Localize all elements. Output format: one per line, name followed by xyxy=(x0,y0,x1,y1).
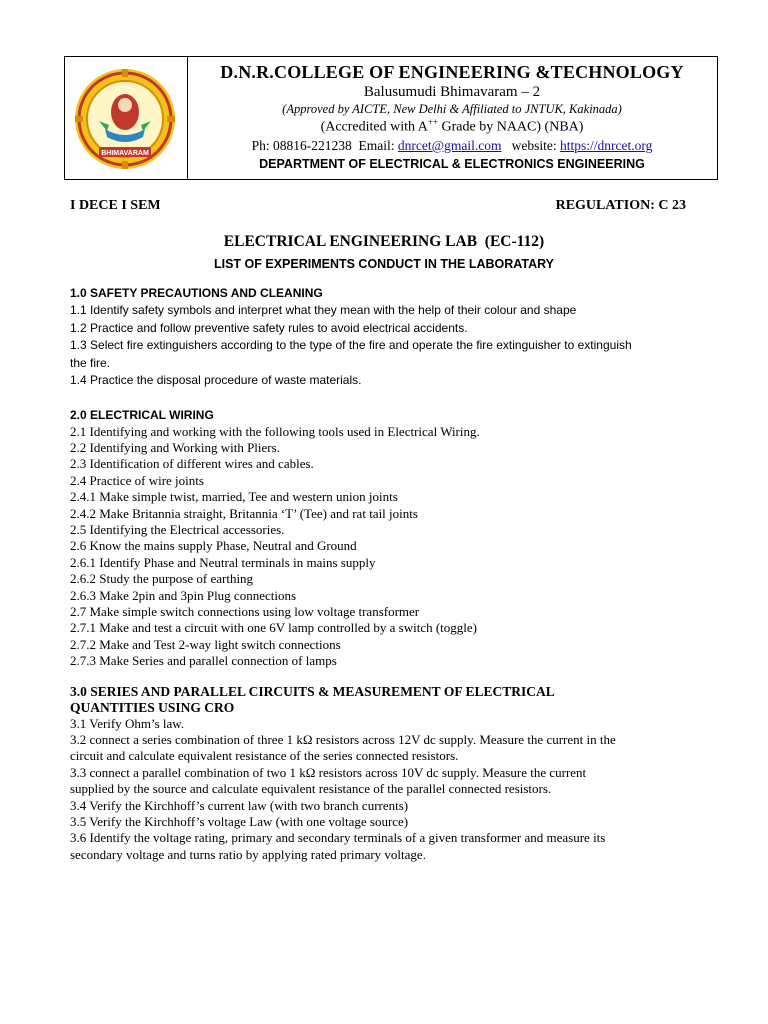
contact-line xyxy=(187,138,717,154)
logo-text: BHIMAVARAM xyxy=(101,150,149,157)
website-label: website: xyxy=(501,137,560,153)
list-item: 1.4 Practice the disposal procedure of waste materials. xyxy=(70,373,362,387)
list-item: 3.1 Verify Ohm’s law. xyxy=(70,715,185,731)
list-item: 1.1 Identify safety symbols and interpret what they mean with the help of their colour and shape xyxy=(70,303,577,317)
list-item: 2.4.2 Make Britannia straight, Britannia ‘T’ (Tee) and rat tail joints xyxy=(70,505,418,521)
college-name: D.N.R.COLLEGE OF ENGINEERING &TECHNOLOGY xyxy=(220,62,684,82)
list-item: 2.6.3 Make 2pin and 3pin Plug connections xyxy=(70,587,297,603)
section-heading: 1.0 SAFETY PRECAUTIONS AND CLEANING xyxy=(70,286,323,300)
list-item: 1.2 Practice and follow preventive safety rules to avoid electrical accidents. xyxy=(70,320,468,335)
list-item: 3.3 connect a parallel combination of two 1 kΩ resistors across 10V dc supply. Measure the current xyxy=(70,764,587,780)
list-item: 2.6.1 Identify Phase and Neutral terminals in mains supply xyxy=(70,554,376,570)
list-item: 2.1 Identifying and working with the following tools used in Electrical Wiring. xyxy=(70,423,480,439)
list-item: the fire. xyxy=(70,355,111,370)
college-emblem-icon xyxy=(73,67,177,171)
list-item: 2.7.2 Make and Test 2-way light switch connections xyxy=(70,636,341,652)
list-item: 1.3 Select fire extinguishers according to the type of the fire and operate the fire extinguisher to extinguish xyxy=(70,338,632,352)
phone-text: Ph: 08816-221238 Email: xyxy=(251,137,398,153)
list-item: 3.2 connect a series combination of three 1 kΩ resistors across 12V dc supply. Measure the current in the xyxy=(70,732,616,747)
header-text-block xyxy=(187,57,717,171)
approval-line: (Approved by AICTE, New Delhi & Affiliated to JNTUK, Kakinada) xyxy=(282,102,622,116)
list-item: 3.6 Identify the voltage rating, primary and secondary terminals of a given transformer and measure its xyxy=(70,830,606,846)
email-link[interactable]: dnrcet@gmail.com xyxy=(397,137,502,153)
section-heading: 2.0 ELECTRICAL WIRING xyxy=(70,407,214,422)
accred-grade-sup: ++ xyxy=(427,117,439,127)
list-item: secondary voltage and turns ratio by applying rated primary voltage. xyxy=(70,846,426,862)
list-item: 2.3 Identification of different wires and cables. xyxy=(70,456,314,472)
list-item: 3.4 Verify the Kirchhoff’s current law (with two branch currents) xyxy=(70,797,409,813)
list-item: 2.6 Know the mains supply Phase, Neutral and Ground xyxy=(70,538,357,554)
accreditation-line xyxy=(187,117,717,136)
list-item: 3.5 Verify the Kirchhoff’s voltage Law (with one voltage source) xyxy=(70,814,409,830)
lab-title: ELECTRICAL ENGINEERING LAB (EC-112) xyxy=(223,233,545,250)
list-item: supplied by the source and calculate equivalent resistance of the parallel connected resistors. xyxy=(70,781,552,797)
regulation-label: REGULATION: C 23 xyxy=(555,198,686,213)
department-name: DEPARTMENT OF ELECTRICAL & ELECTRONICS ENGINEERING xyxy=(259,156,645,171)
list-item: 2.5 Identifying the Electrical accessories. xyxy=(70,521,285,537)
semester-label: I DECE I SEM xyxy=(70,198,161,213)
accred-prefix: (Accredited with A xyxy=(320,119,428,135)
list-item: 2.6.2 Study the purpose of earthing xyxy=(70,571,254,587)
accred-suffix: Grade by NAAC) (NBA) xyxy=(438,119,584,135)
experiments-list-title: LIST OF EXPERIMENTS CONDUCT IN THE LABORATARY xyxy=(213,257,555,271)
list-item: 2.2 Identifying and Working with Pliers. xyxy=(70,439,280,455)
letterhead xyxy=(64,56,718,180)
logo-cell xyxy=(65,57,188,179)
section-heading-cont: QUANTITIES USING CRO xyxy=(70,699,235,715)
college-location: Balusumudi Bhimavaram – 2 xyxy=(363,84,541,100)
list-item: 2.7 Make simple switch connections using low voltage transformer xyxy=(70,603,420,619)
experiments-content xyxy=(70,285,710,863)
list-item: circuit and calculate equivalent resistance of the series connected resistors. xyxy=(70,748,459,764)
website-link[interactable]: https://dnrcet.org xyxy=(559,137,653,153)
list-item: 2.4.1 Make simple twist, married, Tee and western union joints xyxy=(70,489,398,505)
list-item: 2.7.1 Make and test a circuit with one 6V lamp controlled by a switch (toggle) xyxy=(70,620,477,636)
section-heading: 3.0 SERIES AND PARALLEL CIRCUITS & MEASUREMENT OF ELECTRICAL xyxy=(70,683,555,699)
list-item: 2.4 Practice of wire joints xyxy=(70,472,204,488)
list-item: 2.7.3 Make Series and parallel connection of lamps xyxy=(70,653,337,669)
